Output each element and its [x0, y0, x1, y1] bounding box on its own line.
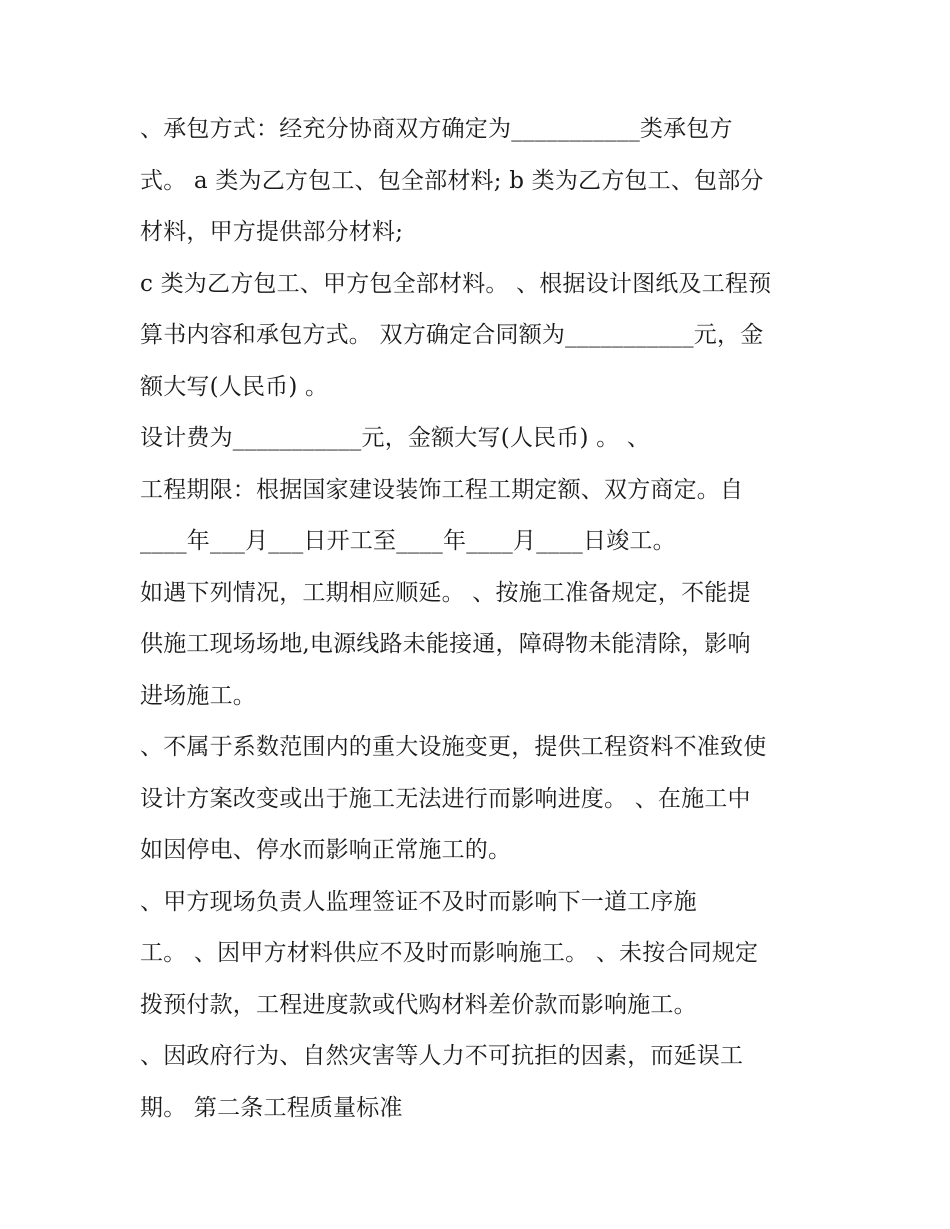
- text-line-20: 期。 第二条工程质量标准: [140, 1094, 403, 1121]
- text-line-10: 如遇下列情况，工期相应顺延。 、按施工准备规定，不能提: [140, 579, 751, 606]
- text-line-4: c 类为乙方包工、甲方包全部材料。 、根据设计图纸及工程预: [140, 270, 772, 297]
- text-line-18: 拨预付款，工程进度款或代购材料差价款而影响施工。: [140, 991, 697, 1018]
- text-line-5: 算书内容和承包方式。 双方确定合同额为___________元，金: [140, 322, 764, 348]
- text-line-2: 式。 a 类为乙方包工、包全部材料; b 类为乙方包工、包部分: [140, 167, 764, 194]
- text-line-6: 额大写(人民币) 。: [140, 373, 329, 400]
- contract-text-block: [140, 104, 820, 1134]
- text-line-12: 进场施工。: [140, 682, 256, 709]
- text-line-13: 、不属于系数范围内的重大设施变更，提供工程资料不准致使: [140, 734, 767, 760]
- text-line-1: 、承包方式：经充分协商双方确定为___________类承包方: [140, 116, 733, 142]
- text-line-19: 、因政府行为、自然灾害等人力不可抗拒的因素，而延误工: [140, 1043, 744, 1069]
- text-line-7: 设计费为___________元，金额大写(人民币) 。 、: [140, 425, 651, 451]
- text-line-3: 材料，甲方提供部分材料;: [140, 219, 404, 245]
- text-line-8: 工程期限：根据国家建设装饰工程工期定额、双方商定。自: [140, 476, 744, 503]
- text-line-15: 如因停电、停水而影响正常施工的。: [140, 837, 512, 863]
- text-line-14: 设计方案改变或出于施工无法进行而影响进度。 、在施工中: [140, 785, 751, 812]
- text-line-11: 供施工现场场地,电源线路未能接通，障碍物未能清除，影响: [140, 631, 751, 657]
- text-line-16: 、甲方现场负责人监理签证不及时而影响下一道工序施: [140, 888, 697, 915]
- text-line-17: 工。 、因甲方材料供应不及时而影响施工。 、未按合同规定: [140, 940, 759, 966]
- text-line-9: ____年___月___日开工至____年____月____日竣工。: [140, 528, 676, 554]
